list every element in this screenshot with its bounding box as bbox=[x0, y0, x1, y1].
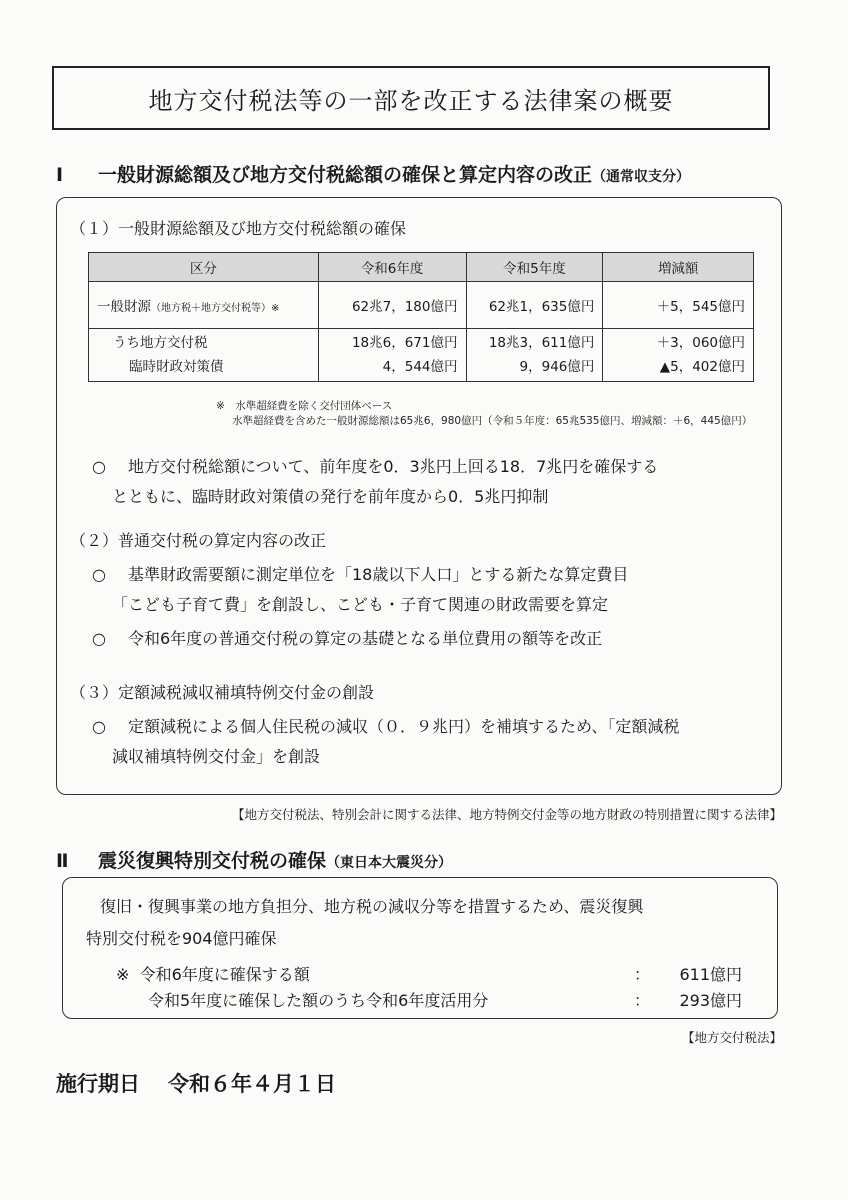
table-cell bbox=[603, 329, 754, 382]
table-header-cell: 区分 bbox=[89, 253, 319, 282]
table-note-1: ※ 水準超経費を除く交付団体ベース bbox=[216, 400, 393, 412]
table-header-row bbox=[89, 253, 754, 282]
section2-heading-sub: （東日本大震災分） bbox=[326, 855, 453, 871]
table-note-2: 水準超経費を含めた一般財源総額は65兆6，980億円（令和５年度：65兆535億円、増減額：＋6，445億円） bbox=[232, 415, 753, 427]
finance-table bbox=[88, 252, 754, 382]
effective-date bbox=[56, 1068, 336, 1098]
table-cell: 62兆7，180億円 bbox=[318, 282, 466, 329]
row1-label-note: （地方税＋地方交付税等）※ bbox=[151, 303, 280, 314]
section1-heading bbox=[56, 160, 690, 187]
bullet-mark: ○ bbox=[92, 565, 106, 584]
item1-colon: ： bbox=[634, 965, 651, 984]
row2b-r6: 4，544億円 bbox=[382, 359, 458, 375]
document-title-box bbox=[52, 66, 770, 130]
section1-reference: 【地方交付税法、特別会計に関する法律、地方特例交付金等の地方財政の特別措置に関する法律】 bbox=[231, 807, 782, 822]
row2a-diff: ＋3，060億円 bbox=[656, 335, 745, 351]
bullet-mark: ○ bbox=[92, 717, 106, 736]
table-cell: ＋5，545億円 bbox=[603, 282, 754, 329]
table-row bbox=[89, 329, 754, 382]
item2-label: 令和5年度に確保した額のうち令和6年度活用分 bbox=[148, 991, 489, 1010]
row2b-r5: 9，946億円 bbox=[519, 359, 595, 375]
section2-body-line2: 特別交付税を904億円確保 bbox=[86, 929, 277, 948]
row1-label: 一般財源 bbox=[97, 299, 151, 315]
effective-label: 施行期日 bbox=[56, 1072, 140, 1096]
section2-body-line1: 復旧・復興事業の地方負担分、地方税の減収分等を措置するため、震災復興 bbox=[100, 897, 644, 916]
table-cell-label bbox=[89, 282, 319, 329]
section1-number: Ⅰ bbox=[56, 164, 64, 186]
sub2-heading: （２）普通交付税の算定内容の改正 bbox=[70, 531, 327, 550]
row2b-label: 臨時財政対策債 bbox=[129, 359, 224, 375]
sub1-heading: （１）一般財源総額及び地方交付税総額の確保 bbox=[70, 219, 407, 238]
item2-colon: ： bbox=[634, 991, 651, 1010]
sub2-bullet1-line1: 基準財政需要額に測定単位を「18歳以下人口」とする新たな算定費目 bbox=[128, 565, 629, 584]
section2-heading-text: 震災復興特別交付税の確保 bbox=[98, 850, 327, 872]
table-cell bbox=[466, 329, 603, 382]
sub1-bullet-line1: 地方交付税総額について、前年度を0．3兆円上回る18．7兆円を確保する bbox=[128, 457, 659, 476]
sub3-bullet-line2: 減収補填特例交付金」を創設 bbox=[112, 747, 321, 766]
item2-value: 293億円 bbox=[679, 991, 742, 1010]
row2a-r6: 18兆6，671億円 bbox=[351, 335, 458, 351]
section2-reference: 【地方交付税法】 bbox=[681, 1030, 782, 1045]
note-mark: ※ bbox=[116, 965, 130, 984]
table-cell-label bbox=[89, 329, 319, 382]
row2a-label: うち地方交付税 bbox=[113, 335, 208, 351]
item1-value: 611億円 bbox=[679, 965, 742, 984]
row2a-r5: 18兆3，611億円 bbox=[488, 335, 595, 351]
section2-item1 bbox=[116, 962, 310, 985]
section1-heading-text: 一般財源総額及び地方交付税総額の確保と算定内容の改正 bbox=[98, 164, 593, 186]
item1-label: 令和6年度に確保する額 bbox=[139, 965, 310, 984]
row2b-diff: ▲5，402億円 bbox=[659, 359, 745, 375]
section2-heading bbox=[56, 846, 452, 873]
bullet-mark: ○ bbox=[92, 629, 106, 648]
table-header-cell: 令和6年度 bbox=[318, 253, 466, 282]
effective-date-value: 令和６年４月１日 bbox=[168, 1072, 336, 1096]
sub2-bullet-1 bbox=[92, 560, 628, 620]
table-header-cell: 増減額 bbox=[603, 253, 754, 282]
sub1-bullet-line2: とともに、臨時財政対策債の発行を前年度から0．5兆円抑制 bbox=[112, 487, 549, 506]
table-cell bbox=[318, 329, 466, 382]
bullet-mark: ○ bbox=[92, 457, 106, 476]
table-header-cell: 令和5年度 bbox=[466, 253, 603, 282]
document-title: 地方交付税法等の一部を改正する法律案の概要 bbox=[148, 86, 674, 115]
sub2-bullet-2 bbox=[92, 624, 602, 654]
sub1-bullet bbox=[92, 452, 658, 512]
sub3-heading: （３）定額減税減収補填特例交付金の創設 bbox=[70, 683, 375, 702]
table-row bbox=[89, 282, 754, 329]
section1-heading-sub: （通常収支分） bbox=[592, 169, 691, 185]
sub3-bullet bbox=[92, 712, 679, 772]
sub2-bullet1-line2: 「こども子育て費」を創設し、こども・子育て関連の財政需要を算定 bbox=[112, 595, 609, 614]
section2-number: Ⅱ bbox=[56, 850, 69, 872]
sub2-bullet2-text: 令和6年度の普通交付税の算定の基礎となる単位費用の額等を改正 bbox=[128, 629, 603, 648]
sub3-bullet-line1: 定額減税による個人住民税の減収（０．９兆円）を補填するため、「定額減税 bbox=[128, 717, 680, 736]
table-cell: 62兆1，635億円 bbox=[466, 282, 603, 329]
